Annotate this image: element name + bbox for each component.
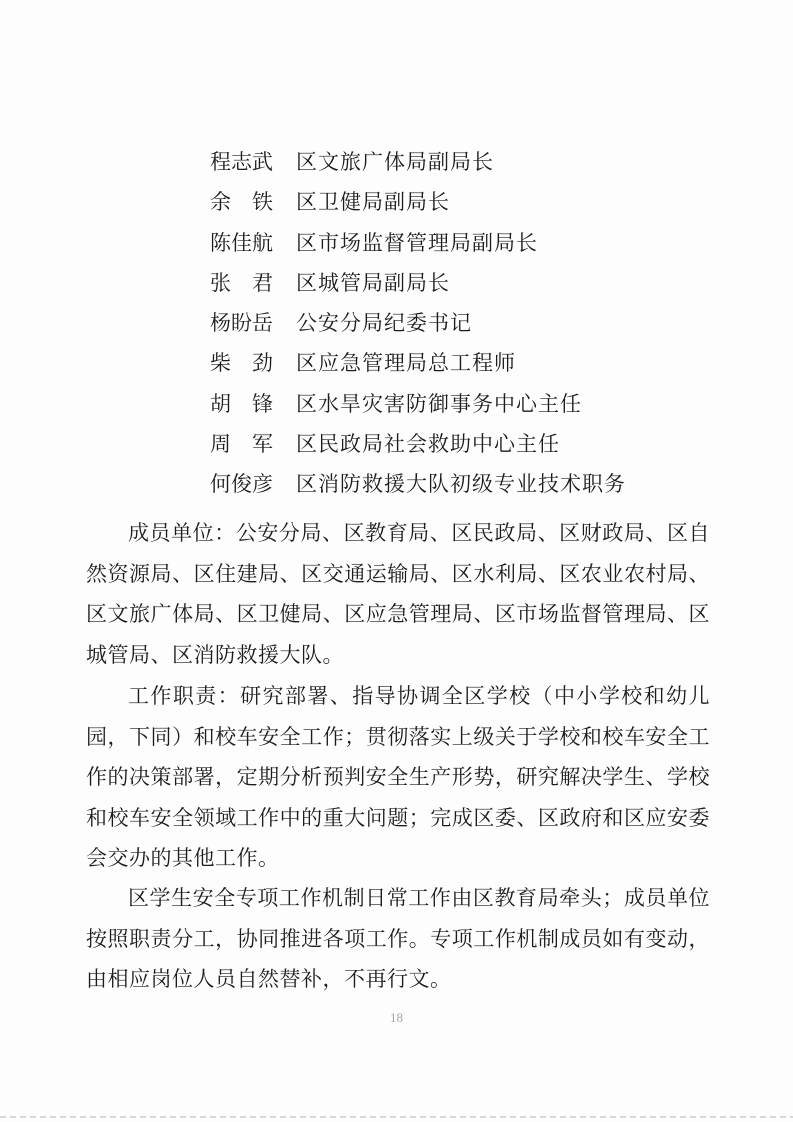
daily-work-paragraph: 区学生安全专项工作机制日常工作由区教育局牵头；成员单位按照职责分工，协同推进各项工作。专项工作机制成员如有变动，由相应岗位人员自然替补，不再行文。 (86, 886, 710, 991)
member-name: 周军 (210, 432, 294, 457)
member-title: 区文旅广体局副局长 (296, 150, 494, 174)
member-name: 程志武 (210, 150, 273, 174)
member-title: 区消防救援大队初级专业技术职务 (296, 472, 626, 497)
member-title: 公安分局纪委书记 (296, 311, 472, 336)
member-title: 区水旱灾害防御事务中心主任 (296, 391, 582, 416)
duties-paragraph: 工作职责：研究部署、指导协调全区学校（中小学校和幼儿园，下同）和校车安全工作；贯彻落实上级关于学校和校车安全工作的决策部署，定期分析预判安全生产形势，研究解决学生、学校和校车安全领域工作中的重大问题；完成区委、区政府和区应安委会交办的其他工作。 (86, 684, 710, 870)
member-row (210, 182, 730, 222)
scan-edge-line (0, 1116, 793, 1118)
member-row (210, 424, 730, 464)
member-title: 区卫健局副局长 (296, 190, 450, 215)
member-name: 陈佳航 (210, 230, 273, 255)
member-title: 区城管局副局长 (296, 270, 450, 295)
member-row (210, 464, 730, 504)
member-row (210, 343, 730, 383)
member-row (210, 384, 730, 424)
member-name: 柴劲 (210, 351, 294, 376)
member-row (210, 223, 730, 263)
member-name: 胡锋 (210, 391, 294, 416)
page-number: 18 (390, 1010, 403, 1025)
member-name: 余铁 (210, 190, 294, 215)
member-units-paragraph: 成员单位：公安分局、区教育局、区民政局、区财政局、区自然资源局、区住建局、区交通运输局、区水利局、区农业农村局、区文旅广体局、区卫健局、区应急管理局、区市场监督管理局、区城管局、区消防救援大队。 (86, 521, 710, 667)
member-row (210, 263, 730, 303)
member-name: 杨盼岳 (210, 311, 273, 336)
member-name: 张君 (210, 270, 294, 295)
member-title: 区民政局社会救助中心主任 (296, 432, 560, 457)
member-name: 何俊彦 (210, 472, 273, 497)
member-row (210, 303, 730, 343)
member-title: 区市场监督管理局副局长 (296, 230, 538, 255)
member-title: 区应急管理局总工程师 (296, 351, 516, 376)
member-row (210, 142, 730, 182)
member-list (210, 142, 730, 505)
